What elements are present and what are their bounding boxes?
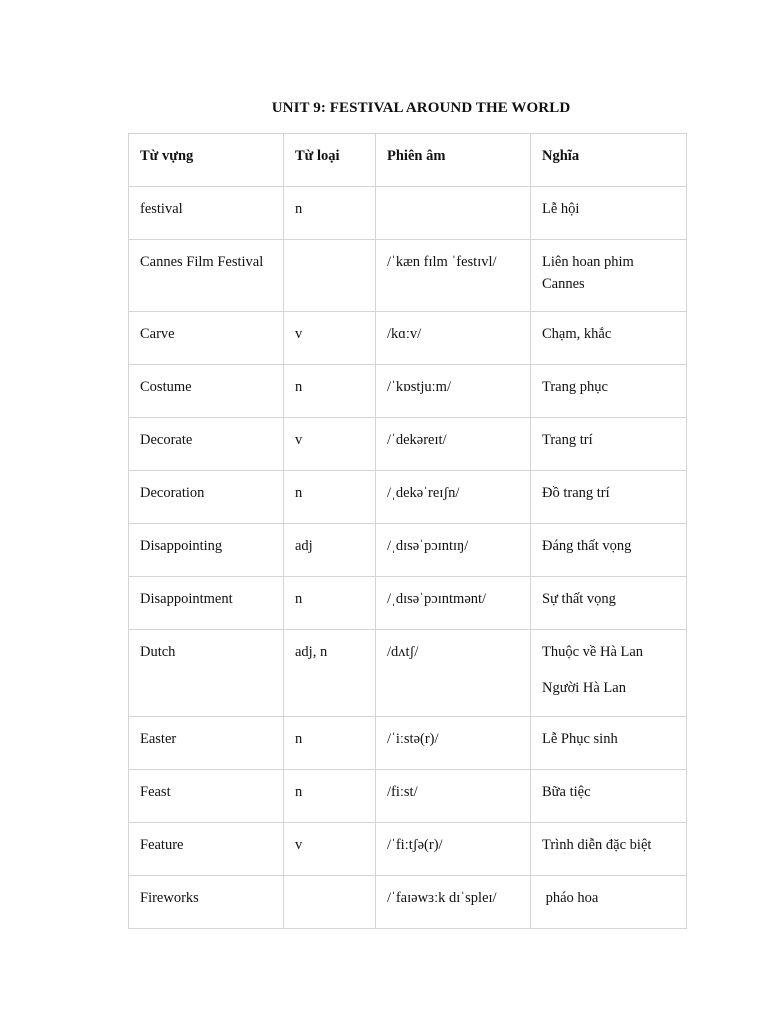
table-row [129, 770, 687, 823]
cell-meaning: Lễ Phục sinh [531, 717, 687, 770]
cell-ipa: /ˌdɪsəˈpɔɪntmənt/ [376, 577, 531, 630]
cell-meaning: pháo hoa [531, 876, 687, 929]
cell-ipa: /ˌdɪsəˈpɔɪntɪŋ/ [376, 524, 531, 577]
table-row [129, 630, 687, 717]
table-row [129, 823, 687, 876]
cell-type: v [284, 823, 376, 876]
cell-word: Decorate [129, 418, 284, 471]
cell-word: Feature [129, 823, 284, 876]
cell-meaning: Trình diễn đặc biệt [531, 823, 687, 876]
cell-ipa [376, 187, 531, 240]
cell-ipa: /ˈdekəreɪt/ [376, 418, 531, 471]
cell-type: v [284, 418, 376, 471]
cell-type: adj, n [284, 630, 376, 717]
table-row [129, 471, 687, 524]
table-row [129, 577, 687, 630]
cell-ipa: /ˈfiːtʃə(r)/ [376, 823, 531, 876]
meaning-line: Thuộc về Hà Lan [542, 644, 644, 660]
table-header-row [129, 134, 687, 187]
cell-ipa: /fiːst/ [376, 770, 531, 823]
cell-ipa: /ˈkɒstjuːm/ [376, 365, 531, 418]
cell-meaning: Trang phục [531, 365, 687, 418]
table-row [129, 240, 687, 312]
header-type: Từ loại [284, 134, 376, 187]
cell-type: n [284, 365, 376, 418]
cell-type: n [284, 717, 376, 770]
cell-meaning: Lễ hội [531, 187, 687, 240]
cell-meaning: Chạm, khắc [531, 312, 687, 365]
cell-word: Disappointing [129, 524, 284, 577]
table-row [129, 418, 687, 471]
cell-type: n [284, 770, 376, 823]
cell-type: v [284, 312, 376, 365]
cell-word: Decoration [129, 471, 284, 524]
cell-type: adj [284, 524, 376, 577]
cell-word: Feast [129, 770, 284, 823]
table-row [129, 365, 687, 418]
cell-ipa: /ˈiːstə(r)/ [376, 717, 531, 770]
cell-word: festival [129, 187, 284, 240]
meaning-line: Người Hà Lan [542, 680, 626, 696]
vocabulary-table [128, 133, 687, 929]
page-title: UNIT 9: FESTIVAL AROUND THE WORLD [271, 100, 571, 116]
cell-ipa: /ˈfaɪəwɜːk dɪˈspleɪ/ [376, 876, 531, 929]
cell-meaning: Liên hoan phim Cannes [531, 240, 687, 312]
header-word: Từ vựng [129, 134, 284, 187]
cell-word: Fireworks [129, 876, 284, 929]
cell-meaning: Bữa tiệc [531, 770, 687, 823]
header-meaning: Nghĩa [531, 134, 687, 187]
table-row [129, 717, 687, 770]
cell-ipa: /ˈkæn fɪlm ˈfestɪvl/ [376, 240, 531, 312]
cell-ipa: /kɑːv/ [376, 312, 531, 365]
cell-type [284, 240, 376, 312]
header-ipa: Phiên âm [376, 134, 531, 187]
table-row [129, 312, 687, 365]
cell-meaning [531, 630, 687, 717]
cell-type: n [284, 187, 376, 240]
cell-word: Dutch [129, 630, 284, 717]
table-row [129, 187, 687, 240]
cell-meaning: Đáng thất vọng [531, 524, 687, 577]
cell-meaning: Đồ trang trí [531, 471, 687, 524]
cell-ipa: /dʌtʃ/ [376, 630, 531, 717]
cell-ipa: /ˌdekəˈreɪʃn/ [376, 471, 531, 524]
cell-word: Costume [129, 365, 284, 418]
table-row [129, 524, 687, 577]
cell-meaning: Trang trí [531, 418, 687, 471]
cell-meaning: Sự thất vọng [531, 577, 687, 630]
cell-word: Disappointment [129, 577, 284, 630]
table-row [129, 876, 687, 929]
cell-word: Cannes Film Festival [129, 240, 284, 312]
cell-word: Carve [129, 312, 284, 365]
cell-type [284, 876, 376, 929]
cell-type: n [284, 577, 376, 630]
cell-type: n [284, 471, 376, 524]
cell-word: Easter [129, 717, 284, 770]
